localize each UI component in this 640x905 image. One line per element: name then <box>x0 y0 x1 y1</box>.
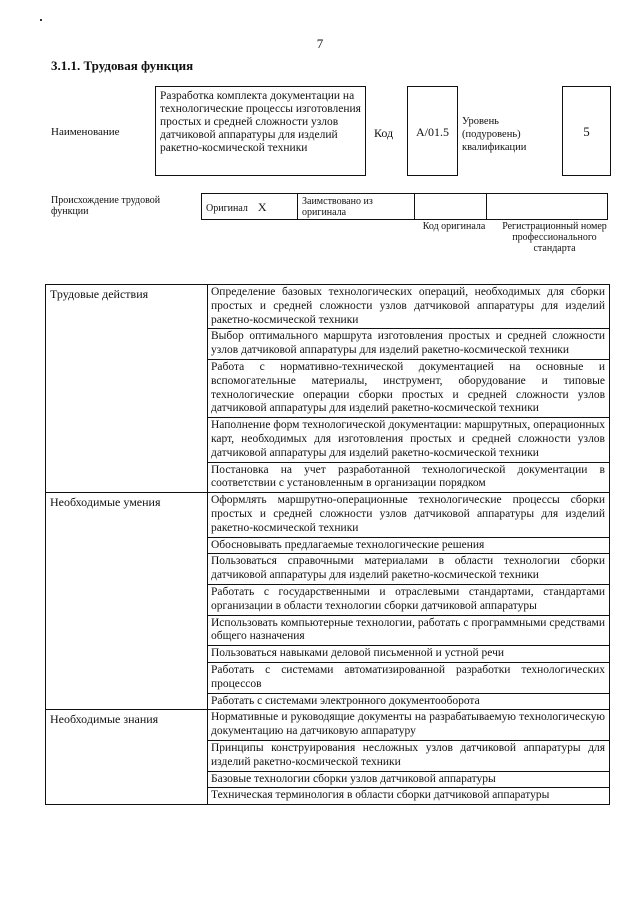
list-item: Работать с государственными и отраслевыми стандартами, стандартами организации в области технологии сборки датчиковой аппаратуры <box>208 585 609 616</box>
origin-code-cell <box>415 194 487 220</box>
list-item: Техническая терминология в области сборки датчиковой аппаратуры <box>211 789 550 802</box>
origin-table <box>201 193 608 220</box>
list-item: Базовые технологии сборки узлов датчиковой аппаратуры <box>208 772 609 789</box>
list-item: Пользоваться навыками деловой письменной и устной речи <box>208 646 609 663</box>
level-box: 5 <box>562 86 611 176</box>
function-details-table <box>45 284 610 805</box>
section-row-actions <box>46 285 610 493</box>
list-item: Обосновывать предлагаемые технологические решения <box>208 538 609 555</box>
section-row-knowledge <box>46 710 610 805</box>
original-cell <box>202 194 298 220</box>
borrowed-cell <box>298 194 415 220</box>
function-code-box: А/01.5 <box>407 86 458 176</box>
function-name-box: Разработка комплекта документации на технологические процессы изготовления простых и средней сложности узлов датчиковой аппаратуры для изделий ракетно-космической техники <box>155 86 366 176</box>
section-items <box>208 710 610 805</box>
section-items <box>208 285 610 493</box>
reg-caption: Регистрационный номер профессионального стандарта <box>502 221 607 254</box>
section-items <box>208 493 610 710</box>
list-item: Постановка на учет разработанной технологической документации в соответствии с установленным в организации порядком <box>211 463 605 490</box>
list-item: Оформлять маршрутно-операционные технологические процессы сборки простых и средней сложности узлов датчиковой аппаратуры для изделий ракетно-космической техники <box>208 493 609 537</box>
list-item: Работать с системами электронного документооборота <box>211 694 480 707</box>
list-item: Работа с нормативно-технической документацией на основные и вспомогательные материалы, инструмент, оборудование и типовые технологические операции сборки простых и средней сложности узлов датчиковой аппаратуры для изделий ракетно-космической техники <box>208 360 609 418</box>
section-heading: Необходимые знания <box>46 710 208 805</box>
code-label: Код <box>374 126 394 140</box>
section-title: 3.1.1. Трудовая функция <box>51 58 194 73</box>
original-label: Оригинал <box>206 202 248 214</box>
list-item: Наполнение форм технологической документации: маршрутных, операционных карт, необходимых для изготовления простых и средней сложности узлов датчиковой аппаратуры для изделий ракетно-космической техники <box>208 418 609 462</box>
section-heading: Необходимые умения <box>46 493 208 710</box>
code-caption: Код оригинала <box>422 221 486 232</box>
list-item: Использовать компьютерные технологии, работать с программными средствами общего назначения <box>208 616 609 647</box>
original-mark: X <box>257 199 267 214</box>
list-item: Определение базовых технологических операций, необходимых для сборки простых и средней сложности узлов датчиковой аппаратуры для изделий ракетно-космической техники <box>208 285 609 329</box>
name-label: Наименование <box>51 126 120 138</box>
list-item: Нормативные и руководящие документы на разрабатываемую технологическую документацию на датчиковую аппаратуру <box>208 710 609 741</box>
section-row-skills <box>46 493 610 710</box>
section-heading: Трудовые действия <box>46 285 208 493</box>
page-number: 7 <box>316 36 324 51</box>
scan-dot <box>40 19 42 21</box>
borrowed-label: Заимствовано из оригинала <box>302 195 373 218</box>
reg-number-cell <box>487 194 608 220</box>
origin-label: Происхождение трудовой функции <box>51 195 161 217</box>
list-item: Принципы конструирования несложных узлов датчиковой аппаратуры для изделий ракетно-космической техники <box>208 741 609 772</box>
list-item: Пользоваться справочными материалами в области технологии сборки датчиковой аппаратуры для изделий ракетно-космической техники <box>208 554 609 585</box>
list-item: Выбор оптимального маршрута изготовления простых и средней сложности узлов датчиковой аппаратуры для изделий ракетно-космической техники <box>208 329 609 360</box>
level-label: Уровень (подуровень) квалификации <box>462 116 527 153</box>
list-item: Работать с системами автоматизированной разработки технологических процессов <box>208 663 609 694</box>
